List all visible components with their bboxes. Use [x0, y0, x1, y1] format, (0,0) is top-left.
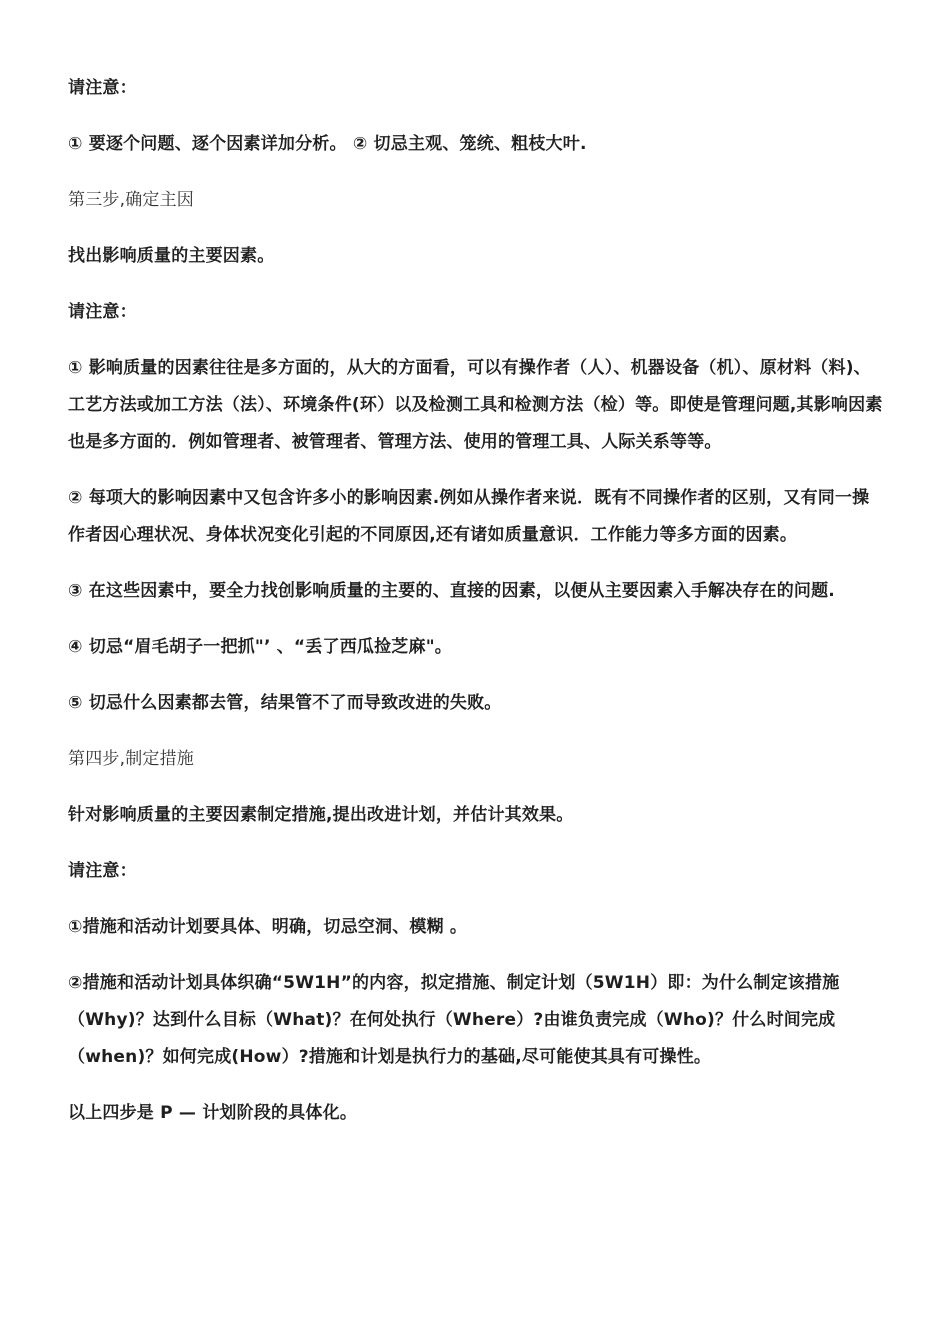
note-label: 请注意： [68, 78, 137, 98]
paragraph-measure-1: ①措施和活动计划要具体、明确，切忌空洞、模糊 。 [68, 917, 468, 937]
note-label: 请注意： [68, 861, 137, 881]
step-four-heading: 第四步,制定措施 [68, 749, 195, 769]
paragraph-point-3: ③ 在这些因素中，要全力找创影响质量的主要的、直接的因素，以便从主要因素入手解决存在的问题. [68, 581, 835, 601]
paragraph-find-main-factors: 找出影响质量的主要因素。 [68, 246, 275, 266]
paragraph-point-5: ⑤ 切忌什么因素都去管，结果管不了而导致改进的失败。 [68, 693, 502, 713]
paragraph-point-4: ④ 切忌“眉毛胡子一把抓"’ 、“丢了西瓜捡芝麻"。 [68, 637, 452, 657]
paragraph-summary: 以上四步是 P — 计划阶段的具体化。 [68, 1103, 358, 1123]
paragraph-analysis-notes: ① 要逐个问题、逐个因素详加分析。 ② 切忌主观、笼统、粗枝大叶. [68, 134, 587, 154]
paragraph-point-1: ① 影响质量的因素往往是多方面的，从大的方面看，可以有操作者（人）、机器设备（机）、原材料（料)、工艺方法或加工方法（法）、环境条件(环）以及检测工具和检测方法（检）等。即使是管理问题,其影响因素也是多方面的．例如管理者、被管理者、管理方法、使用的管理工具、人际关系等等。 [68, 358, 883, 452]
document-body [68, 70, 886, 1151]
note-label: 请注意： [68, 302, 137, 322]
paragraph-point-2: ② 每项大的影响因素中又包含许多小的影响因素.例如从操作者来说．既有不同操作者的区别，又有同一操作者因心理状况、身体状况变化引起的不同原因,还有诸如质量意识．工作能力等多方面的因素。 [68, 488, 870, 545]
paragraph-make-measures: 针对影响质量的主要因素制定措施,提出改进计划，并估计其效果。 [68, 805, 574, 825]
step-three-heading: 第三步,确定主因 [68, 190, 195, 210]
paragraph-measure-2: ②措施和活动计划具体织确“5W1H”的内容，拟定措施、制定计划（5W1H）即：为什么制定该措施（Why)？达到什么目标（What)？在何处执行（Where）?由谁负责完成（Who)？什么时间完成（when)？如何完成(How）?措施和计划是执行力的基础,尽可能使其具有可操性。 [68, 973, 840, 1067]
